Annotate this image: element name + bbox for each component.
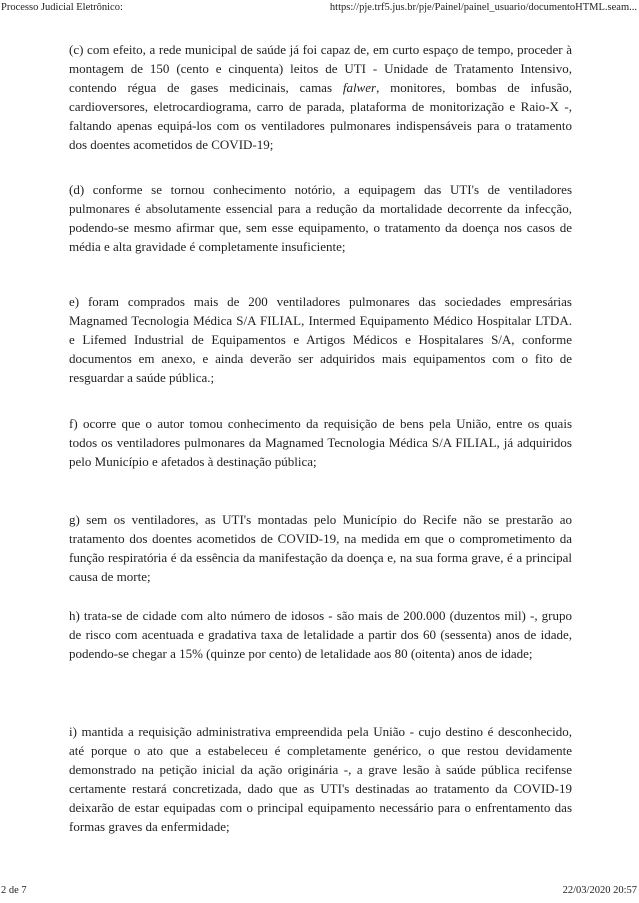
print-footer: [0, 885, 639, 899]
paragraph-f: f) ocorre que o autor tomou conhecimento da requisição de bens pela União, entre os quais todos os ventiladores pulmonares da Magnamed Tecnologia Médica S/A FILIAL, já adquiridos pelo Município e afetados à destinação pública;: [69, 416, 572, 469]
print-timestamp: 22/03/2020 20:57: [562, 885, 637, 896]
paragraph-c-text-start: (c) com efeito, a rede municipal de saúde já foi capaz de, em curto espaço de tempo, proceder à montagem de 150 (cento e cinquenta) leitos de UTI - Unidade de Tratamento Intensivo, contendo régua de gases medicinais, camas: [69, 42, 572, 95]
header-url: https://pje.trf5.jus.br/pje/Painel/painel_usuario/documentoHTML.seam...: [329, 2, 637, 13]
paragraph-d: (d) conforme se tornou conhecimento notório, a equipagem das UTI's de ventiladores pulmonares é absolutamente essencial para a redução da mortalidade decorrente da infecção, podendo-se mesmo afirmar que, sem esse equipamento, o tratamento da doença nos casos de média e alta gravidade é completamente insuficiente;: [69, 182, 572, 254]
page-counter: 2 de 7: [1, 885, 27, 896]
print-header: [0, 2, 639, 16]
paragraph-c: [69, 40, 572, 154]
paragraph-c-text-end: , monitores, bombas de infusão, cardioversores, eletrocardiograma, carro de parada, plataforma de monitorização e Raio-X -, faltando apenas equipá-los com os ventiladores pulmonares indispensáveis para o tratamento dos doentes acometidos de COVID-19;: [69, 80, 572, 152]
header-title: Processo Judicial Eletrônico:: [1, 2, 123, 13]
paragraph-e: e) foram comprados mais de 200 ventiladores pulmonares das sociedades empresárias Magnamed Tecnologia Médica S/A FILIAL, Intermed Equipamento Médico Hospitalar LTDA. e Lifemed Industrial de Equipamentos e Artigos Médicos e Hospitalares S/A, conforme documentos em anexo, e ainda deverão ser adquiridos mais equipamentos com o fito de resguardar a saúde pública.;: [69, 294, 572, 385]
paragraph-h: h) trata-se de cidade com alto número de idosos - são mais de 200.000 (duzentos mil) -, grupo de risco com acentuada e gradativa taxa de letalidade a partir dos 60 (sessenta) anos de idade, podendo-se chegar a 15% (quinze por cento) de letalidade aos 80 (oitenta) anos de idade;: [69, 608, 572, 661]
paragraph-g: g) sem os ventiladores, as UTI's montadas pelo Município do Recife não se prestarão ao tratamento dos doentes acometidos de COVID-19, na medida em que o comprometimento da função respiratória é da essência da manifestação da doença e, na sua forma grave, é a principal causa de morte;: [69, 512, 572, 584]
paragraph-i: i) mantida a requisição administrativa empreendida pela União - cujo destino é desconhecido, até porque o ato que a estabeleceu é completamente genérico, o que restou devidamente demonstrado na petição inicial da ação originária -, a grave lesão à saúde pública recifense certamente restará concretizada, dado que as UTI's destinadas ao tratamento da COVID-19 deixarão de estar equipadas com o principal equipamento necessário para o enfrentamento das formas graves da enfermidade;: [69, 724, 572, 834]
paragraph-c-italic-term: falwer: [342, 80, 377, 95]
